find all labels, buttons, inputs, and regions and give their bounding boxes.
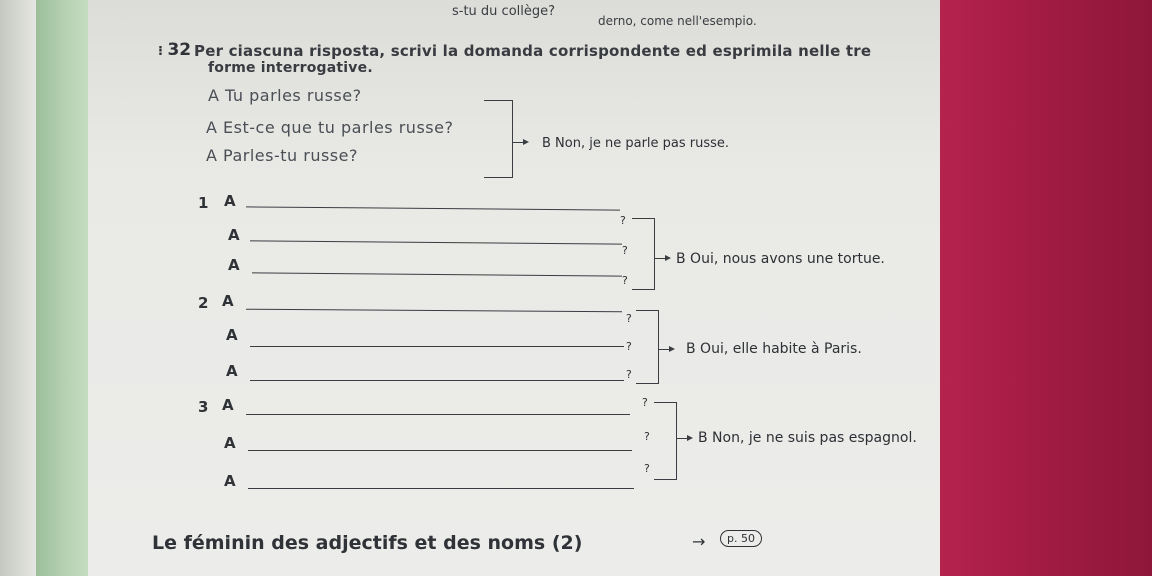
item-2-bracket	[636, 310, 659, 384]
item-3-label-a2: A	[224, 434, 236, 452]
item-3-blank-3[interactable]	[248, 488, 634, 489]
item-1-label-a3: A	[228, 256, 240, 274]
faded-text-top-1: s-tu du collège?	[452, 4, 556, 19]
item-2-label-a3: A	[226, 362, 238, 380]
item-2-qmark-3: ?	[626, 368, 632, 381]
item-1-label-a2: A	[228, 226, 240, 244]
item-2-label-a2: A	[226, 326, 238, 344]
page-edge-left	[0, 0, 36, 576]
faded-text-top-2: derno, come nell'esempio.	[598, 14, 757, 28]
example-question-3: A Parles-tu russe?	[206, 146, 358, 165]
item-3-answer: B Non, je ne suis pas espagnol.	[698, 430, 917, 446]
item-1-qmark-3: ?	[622, 274, 628, 287]
example-arrow	[512, 142, 526, 143]
item-1-number: 1	[198, 194, 209, 212]
item-3-qmark-1: ?	[642, 396, 648, 409]
example-answer: B Non, je ne parle pas russe.	[542, 136, 730, 151]
item-3-number: 3	[198, 398, 209, 416]
example-bracket	[484, 100, 513, 178]
item-1-arrow	[654, 258, 668, 259]
example-question-1: A Tu parles russe?	[208, 86, 362, 105]
green-margin-band	[36, 0, 88, 576]
instruction-line-2: forme interrogative.	[208, 60, 373, 76]
item-1-qmark-1: ?	[620, 214, 626, 227]
item-1-answer: B Oui, nous avons une tortue.	[676, 251, 885, 267]
item-1-label-a1: A	[224, 192, 236, 210]
exercise-number	[158, 40, 191, 60]
item-2-qmark-2: ?	[626, 340, 632, 353]
item-3-qmark-3: ?	[644, 462, 650, 475]
item-3-bracket	[654, 402, 677, 480]
item-3-label-a3: A	[224, 472, 236, 490]
exercise-bullet: ⁝	[158, 44, 168, 59]
item-2-label-a1: A	[222, 292, 234, 310]
instruction-line-1: Per ciascuna risposta, scrivi la domanda corrispondente ed esprimila nelle tre	[194, 42, 872, 60]
item-1-qmark-2: ?	[622, 244, 628, 257]
item-1-bracket	[632, 218, 655, 290]
item-2-answer: B Oui, elle habite à Paris.	[686, 341, 862, 357]
exercise-number-value: 32	[167, 40, 192, 60]
item-3-blank-2[interactable]	[248, 450, 632, 451]
page-reference-badge: p. 50	[720, 530, 762, 547]
item-2-blank-3[interactable]	[250, 380, 624, 381]
item-2-qmark-1: ?	[626, 312, 632, 325]
item-3-label-a1: A	[222, 396, 234, 414]
item-3-blank-1[interactable]	[246, 414, 630, 415]
item-2-number: 2	[198, 294, 209, 312]
section-heading: Le féminin des adjectifs et des noms (2)	[152, 532, 583, 554]
item-2-arrow	[658, 349, 672, 350]
item-3-arrow	[676, 438, 690, 439]
item-2-blank-2[interactable]	[250, 346, 624, 347]
page-ref-arrow-icon: →	[692, 532, 706, 551]
item-3-qmark-2: ?	[644, 430, 650, 443]
example-question-2: A Est-ce que tu parles russe?	[206, 118, 454, 137]
magenta-side-tab	[940, 0, 1152, 576]
